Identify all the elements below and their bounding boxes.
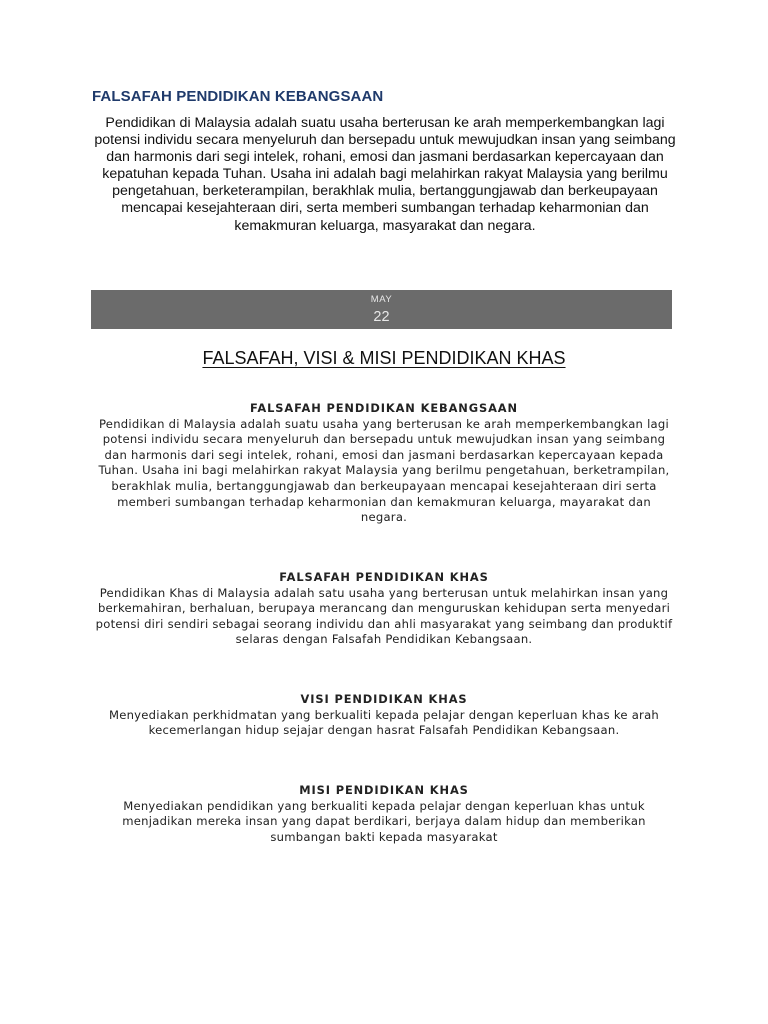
post-date-day: 22 [373,309,390,325]
section-heading: FALSAFAH PENDIDIKAN KHAS [279,570,489,584]
section-visi-khas [94,692,674,739]
intro-paragraph: Pendidikan di Malaysia adalah suatu usaha berterusan ke arah memperkembangkan lagi potensi individu secara menyeluruh dan bersepadu untuk mewujudkan insan yang seimbang dan harmonis dari segi intelek, rohani, emosi dan jasmani berdasarkan kepercayaan dan kepatuhan kepada Tuhan. Usaha ini adalah bagi melahirkan rakyat Malaysia yang berilmu pengetahuan, berketerampilan, berakhlak mulia, bertanggungjawab dan berkeupayaan mencapai kesejahteraan diri, serta memberi sumbangan terhadap keharmonian dan kemakmuran keluarga, masyarakat dan negara. [94,115,676,234]
section-body: Menyediakan pendidikan yang berkualiti kepada pelajar dengan keperluan khas untuk menjadikan mereka insan yang dapat berdikari, berjaya dalam hidup dan memberikan sumbangan bakti kepada masyarakat [122,798,646,844]
section-heading: VISI PENDIDIKAN KHAS [300,692,468,706]
page-title: FALSAFAH PENDIDIKAN KEBANGSAAN [92,88,384,105]
post-date-band [91,290,672,329]
section-heading: FALSAFAH PENDIDIKAN KEBANGSAAN [250,401,518,415]
section-heading: MISI PENDIDIKAN KHAS [299,783,469,797]
section-falsafah-khas [94,570,674,648]
section-falsafah-kebangsaan [94,401,674,526]
section-misi-khas [94,783,674,845]
section-body: Pendidikan di Malaysia adalah suatu usaha yang berterusan ke arah memperkembangkan lagi potensi individu secara menyeluruh dan bersepadu untuk mewujudkan insan yang seimbang dan harmonis dari segi intelek, rohani, emosi dan jasmani berdasarkan kepercayaan kepada Tuhan. Usaha ini bagi melahirkan rakyat Malaysia yang berilmu pengetahuan, berketrampilan, berakhlak mulia, bertanggungjawab dan berkeupayaan mencapai kesejahteraan diri serta memberi sumbangan terhadap keharmonian dan kemakmuran keluarga, mayarakat dan negara. [98,416,670,525]
post-title-link[interactable]: FALSAFAH, VISI & MISI PENDIDIKAN KHAS [202,348,566,368]
section-body: Pendidikan Khas di Malaysia adalah satu usaha yang berterusan untuk melahirkan insan yang berkemahiran, berhaluan, berupaya merancang dan menguruskan kehidupan serta menyedari potensi diri sendiri sebagai seorang individu dan ahli masyarakat yang seimbang dan produktif selaras dengan Falsafah Pendidikan Kebangsaan. [95,585,673,647]
section-body: Menyediakan perkhidmatan yang berkualiti kepada pelajar dengan keperluan khas ke arah kecemerlangan hidup sejajar dengan hasrat Falsafah Pendidikan Kebangsaan. [108,707,660,738]
post-date-month: MAY [370,294,393,305]
